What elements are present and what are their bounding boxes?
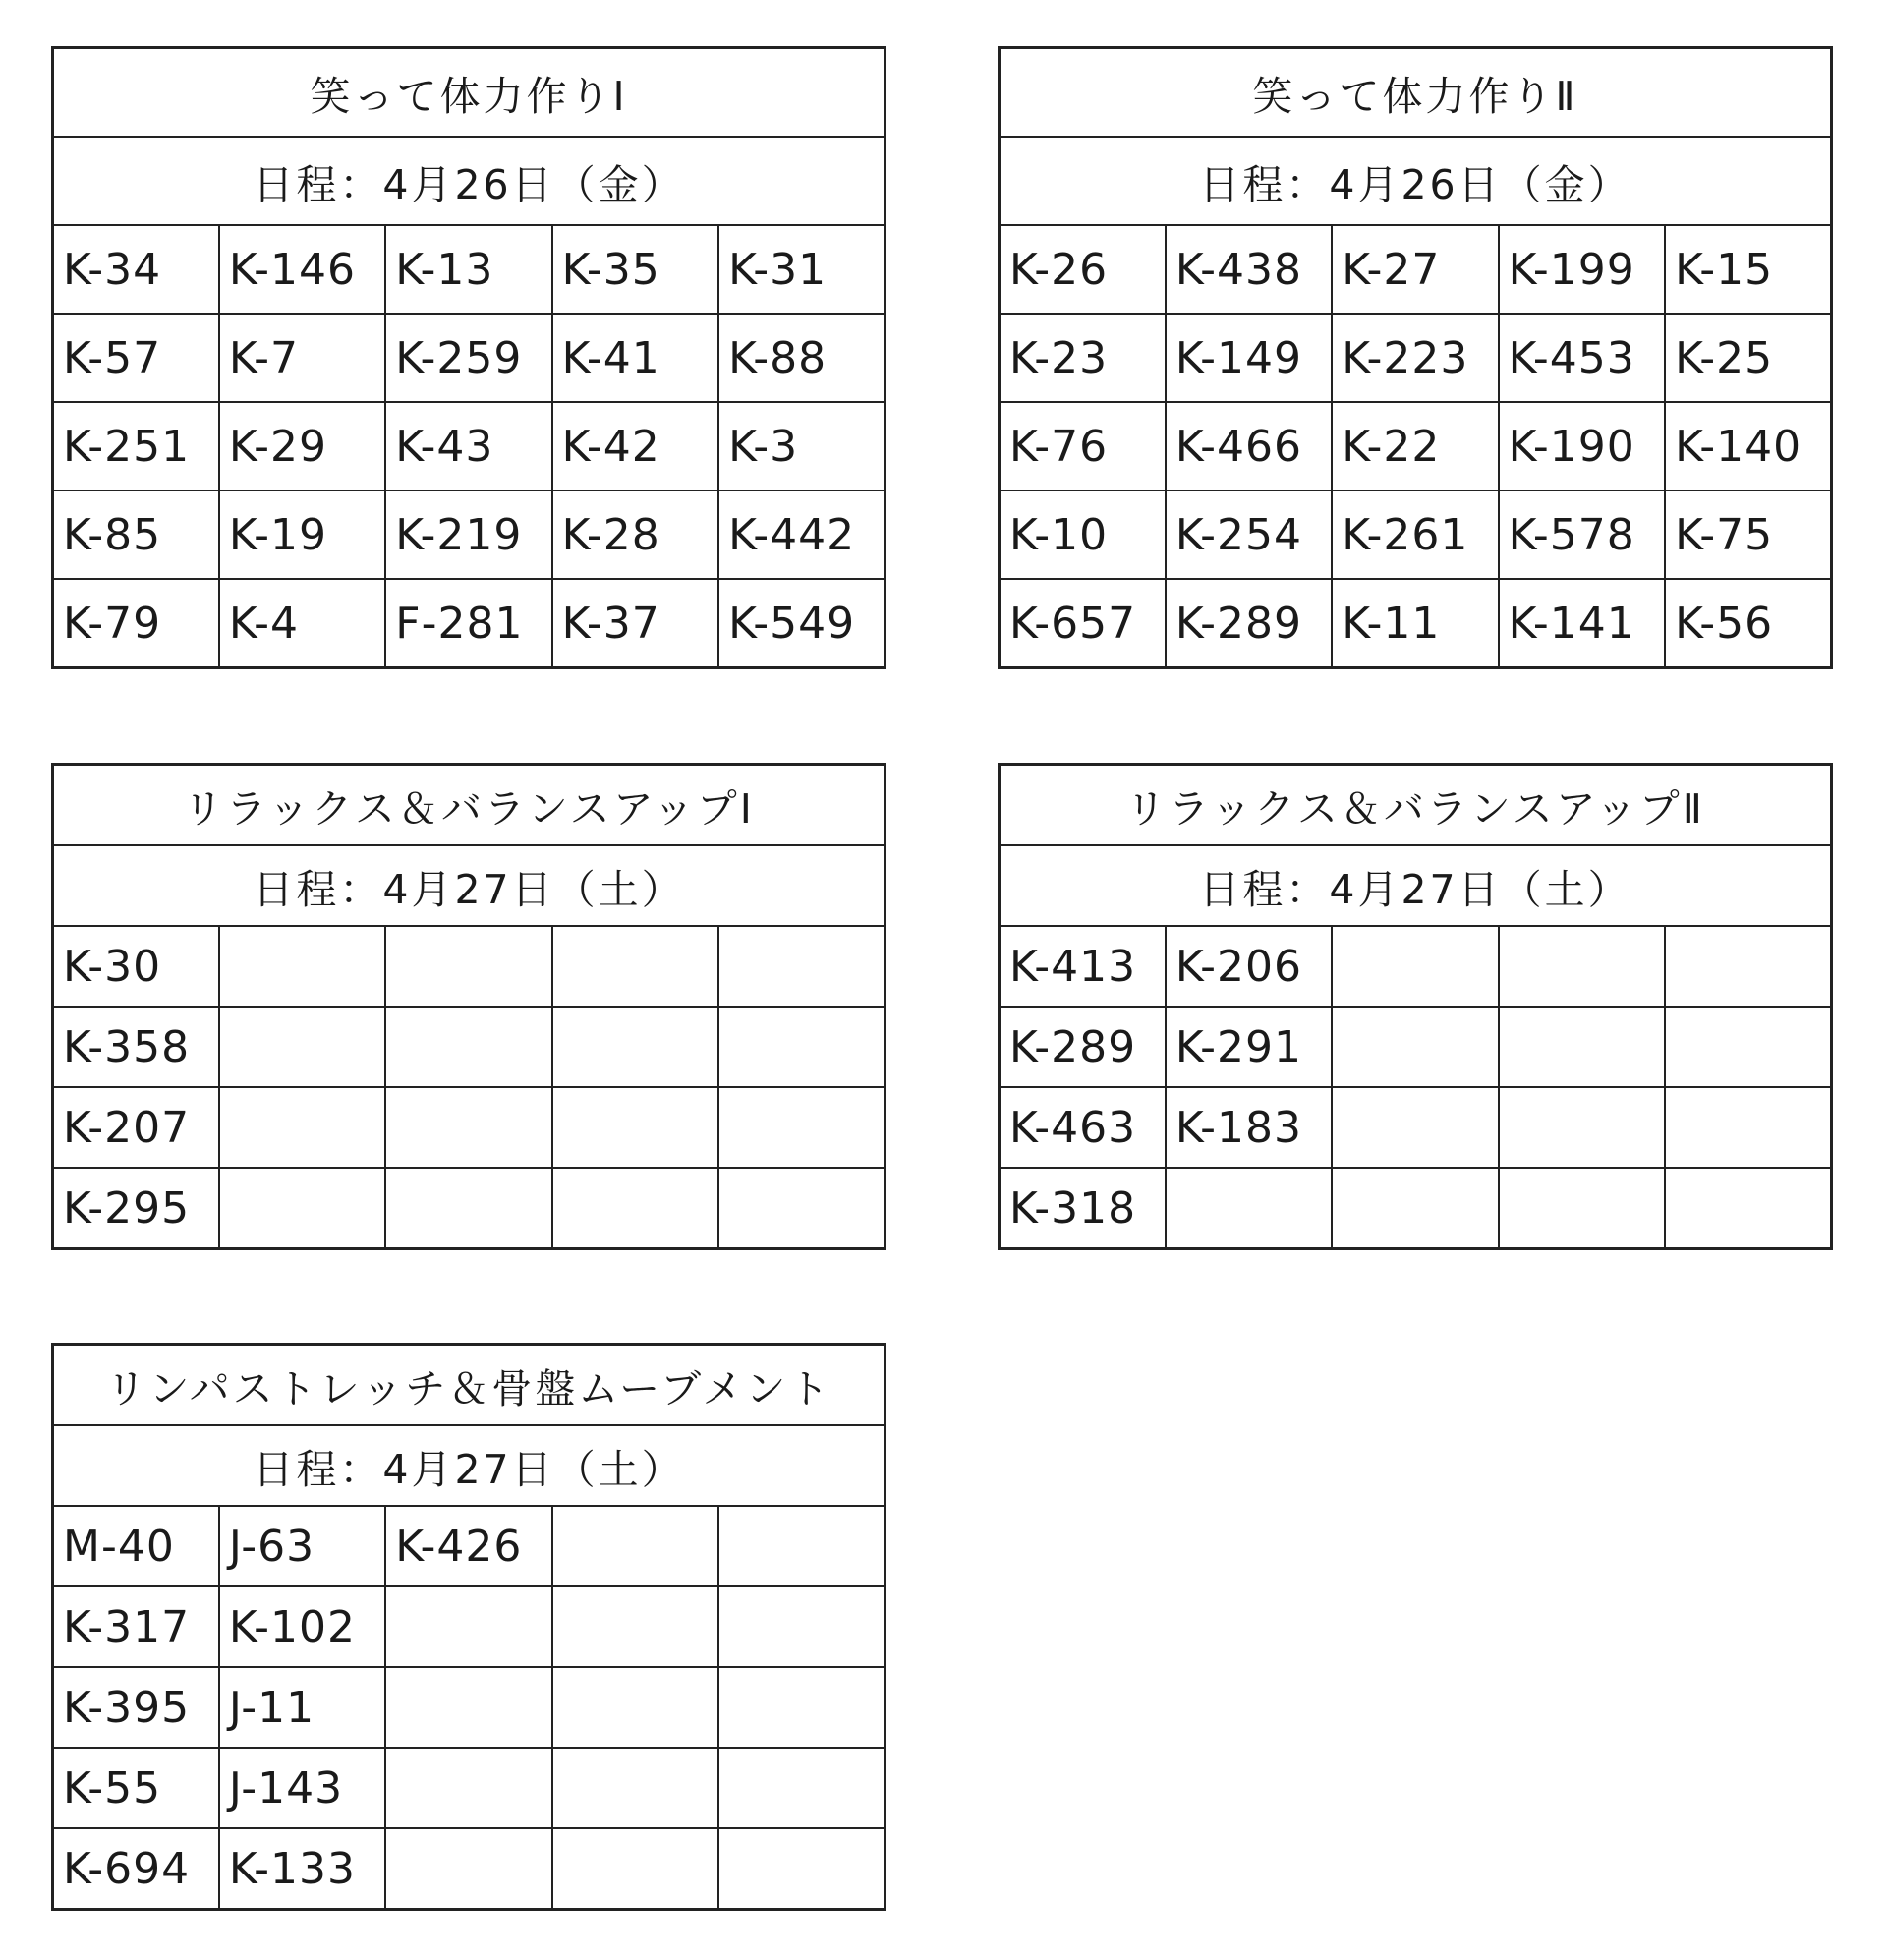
participant-id-cell xyxy=(718,1168,885,1249)
participant-id-cell xyxy=(1499,1087,1665,1168)
participant-id-cell: K-199 xyxy=(1499,225,1665,314)
participant-id-cell xyxy=(552,1748,718,1828)
schedule-date: 日程：4月27日（土） xyxy=(53,845,886,926)
schedule-table-warai-1 xyxy=(51,46,886,669)
participant-id-cell: K-79 xyxy=(53,579,219,668)
participant-id-cell: K-438 xyxy=(1166,225,1332,314)
participant-id-cell: K-149 xyxy=(1166,314,1332,402)
table-row xyxy=(53,1667,886,1748)
schedule-date: 日程：4月27日（土） xyxy=(53,1425,886,1506)
participant-id-cell xyxy=(552,1506,718,1586)
participant-id-cell xyxy=(718,1667,885,1748)
participant-id-cell: K-140 xyxy=(1665,402,1831,490)
table-row xyxy=(53,1168,886,1249)
participant-id-cell xyxy=(385,926,551,1007)
participant-id-cell: K-442 xyxy=(718,490,885,579)
participant-id-cell: J-143 xyxy=(219,1748,385,1828)
participant-id-cell: J-63 xyxy=(219,1506,385,1586)
participant-id-cell xyxy=(1665,1007,1831,1087)
participant-id-cell xyxy=(385,1087,551,1168)
table-row xyxy=(53,1506,886,1586)
participant-id-cell xyxy=(552,1087,718,1168)
participant-id-cell: K-23 xyxy=(1000,314,1166,402)
participant-id-cell: K-10 xyxy=(1000,490,1166,579)
participant-id-cell: K-289 xyxy=(1166,579,1332,668)
participant-id-cell xyxy=(552,1007,718,1087)
participant-id-cell: M-40 xyxy=(53,1506,219,1586)
table-row xyxy=(53,579,886,668)
participant-id-cell xyxy=(385,1667,551,1748)
participant-id-cell xyxy=(718,1007,885,1087)
participant-id-cell: K-35 xyxy=(552,225,718,314)
table-title: 笑って体力作りⅠ xyxy=(53,48,886,138)
table-title: リラックス＆バランスアップⅠ xyxy=(53,765,886,846)
participant-id-cell: K-3 xyxy=(718,402,885,490)
table-row xyxy=(1000,402,1832,490)
schedule-table-relax-2 xyxy=(998,763,1833,1250)
participant-id-cell: K-19 xyxy=(219,490,385,579)
participant-id-cell xyxy=(1499,1168,1665,1249)
participant-id-cell xyxy=(552,1168,718,1249)
participant-id-cell xyxy=(1665,926,1831,1007)
participant-id-cell: K-42 xyxy=(552,402,718,490)
participant-id-cell xyxy=(1166,1168,1332,1249)
schedule-date: 日程：4月26日（金） xyxy=(1000,137,1832,225)
participant-id-cell: K-26 xyxy=(1000,225,1166,314)
participant-id-cell: K-223 xyxy=(1332,314,1498,402)
schedule-table-warai-2 xyxy=(998,46,1833,669)
participant-id-cell xyxy=(718,1748,885,1828)
participant-id-cell: K-25 xyxy=(1665,314,1831,402)
participant-id-cell: K-578 xyxy=(1499,490,1665,579)
participant-id-cell: K-102 xyxy=(219,1586,385,1667)
table-row xyxy=(53,402,886,490)
table-title: 笑って体力作りⅡ xyxy=(1000,48,1832,138)
participant-id-cell xyxy=(552,1667,718,1748)
schedule-table-lymph xyxy=(51,1343,886,1911)
participant-id-cell: K-318 xyxy=(1000,1168,1166,1249)
participant-id-cell: J-11 xyxy=(219,1667,385,1748)
participant-id-cell: K-76 xyxy=(1000,402,1166,490)
participant-id-cell xyxy=(718,1506,885,1586)
participant-id-cell: K-549 xyxy=(718,579,885,668)
table-row xyxy=(1000,1087,1832,1168)
table-row xyxy=(53,1007,886,1087)
participant-id-cell: K-4 xyxy=(219,579,385,668)
participant-id-cell: K-426 xyxy=(385,1506,551,1586)
participant-id-cell: K-141 xyxy=(1499,579,1665,668)
participant-id-cell: K-30 xyxy=(53,926,219,1007)
schedule-table-relax-1 xyxy=(51,763,886,1250)
participant-id-cell: K-259 xyxy=(385,314,551,402)
participant-id-cell: K-657 xyxy=(1000,579,1166,668)
participant-id-cell xyxy=(1332,1168,1498,1249)
participant-id-cell: K-57 xyxy=(53,314,219,402)
participant-id-cell: K-207 xyxy=(53,1087,219,1168)
table-row xyxy=(53,926,886,1007)
participant-id-cell: K-43 xyxy=(385,402,551,490)
participant-id-cell: K-295 xyxy=(53,1168,219,1249)
participant-id-cell xyxy=(385,1586,551,1667)
participant-id-cell: K-289 xyxy=(1000,1007,1166,1087)
table-row xyxy=(53,1748,886,1828)
participant-id-cell: K-56 xyxy=(1665,579,1831,668)
participant-id-cell xyxy=(1665,1168,1831,1249)
participant-id-cell: K-219 xyxy=(385,490,551,579)
participant-id-cell xyxy=(219,1007,385,1087)
participant-id-cell: K-27 xyxy=(1332,225,1498,314)
participant-id-cell: K-31 xyxy=(718,225,885,314)
participant-id-cell xyxy=(219,1168,385,1249)
participant-id-cell: K-28 xyxy=(552,490,718,579)
participant-id-cell xyxy=(718,1828,885,1910)
table-row xyxy=(53,1087,886,1168)
participant-id-cell xyxy=(718,926,885,1007)
table-row xyxy=(1000,314,1832,402)
participant-id-cell xyxy=(385,1168,551,1249)
table-title: リラックス＆バランスアップⅡ xyxy=(1000,765,1832,846)
table-row xyxy=(1000,490,1832,579)
table-row xyxy=(53,314,886,402)
participant-id-cell xyxy=(552,926,718,1007)
participant-id-cell xyxy=(552,1586,718,1667)
participant-id-cell: K-395 xyxy=(53,1667,219,1748)
participant-id-cell xyxy=(219,926,385,1007)
table-row xyxy=(53,1828,886,1910)
participant-id-cell: K-183 xyxy=(1166,1087,1332,1168)
participant-id-cell xyxy=(1332,926,1498,1007)
participant-id-cell xyxy=(1332,1007,1498,1087)
participant-id-cell: K-22 xyxy=(1332,402,1498,490)
participant-id-cell: K-254 xyxy=(1166,490,1332,579)
participant-id-cell: K-453 xyxy=(1499,314,1665,402)
participant-id-cell: K-75 xyxy=(1665,490,1831,579)
participant-id-cell: K-317 xyxy=(53,1586,219,1667)
participant-id-cell: K-85 xyxy=(53,490,219,579)
participant-id-cell: K-358 xyxy=(53,1007,219,1087)
participant-id-cell: K-251 xyxy=(53,402,219,490)
participant-id-cell: K-694 xyxy=(53,1828,219,1910)
participant-id-cell xyxy=(718,1586,885,1667)
table-row xyxy=(53,490,886,579)
participant-id-cell xyxy=(718,1087,885,1168)
participant-id-cell xyxy=(1665,1087,1831,1168)
participant-id-cell xyxy=(1332,1087,1498,1168)
participant-id-cell xyxy=(1499,926,1665,1007)
participant-id-cell: K-13 xyxy=(385,225,551,314)
participant-id-cell: K-11 xyxy=(1332,579,1498,668)
schedule-date: 日程：4月27日（土） xyxy=(1000,845,1832,926)
participant-id-cell: K-466 xyxy=(1166,402,1332,490)
participant-id-cell xyxy=(385,1748,551,1828)
participant-id-cell xyxy=(552,1828,718,1910)
participant-id-cell: F-281 xyxy=(385,579,551,668)
participant-id-cell: K-34 xyxy=(53,225,219,314)
participant-id-cell: K-291 xyxy=(1166,1007,1332,1087)
participant-id-cell: K-41 xyxy=(552,314,718,402)
table-row xyxy=(1000,1168,1832,1249)
table-row xyxy=(1000,926,1832,1007)
table-title: リンパストレッチ＆骨盤ムーブメント xyxy=(53,1345,886,1426)
participant-id-cell: K-37 xyxy=(552,579,718,668)
participant-id-cell: K-463 xyxy=(1000,1087,1166,1168)
participant-id-cell xyxy=(385,1007,551,1087)
participant-id-cell: K-133 xyxy=(219,1828,385,1910)
participant-id-cell: K-146 xyxy=(219,225,385,314)
participant-id-cell xyxy=(219,1087,385,1168)
participant-id-cell: K-413 xyxy=(1000,926,1166,1007)
participant-id-cell: K-7 xyxy=(219,314,385,402)
participant-id-cell: K-15 xyxy=(1665,225,1831,314)
table-row xyxy=(53,225,886,314)
participant-id-cell: K-88 xyxy=(718,314,885,402)
participant-id-cell xyxy=(385,1828,551,1910)
schedule-date: 日程：4月26日（金） xyxy=(53,137,886,225)
participant-id-cell: K-206 xyxy=(1166,926,1332,1007)
table-row xyxy=(53,1586,886,1667)
participant-id-cell: K-261 xyxy=(1332,490,1498,579)
participant-id-cell: K-55 xyxy=(53,1748,219,1828)
participant-id-cell xyxy=(1499,1007,1665,1087)
table-row xyxy=(1000,1007,1832,1087)
table-row xyxy=(1000,225,1832,314)
participant-id-cell: K-29 xyxy=(219,402,385,490)
table-row xyxy=(1000,579,1832,668)
participant-id-cell: K-190 xyxy=(1499,402,1665,490)
